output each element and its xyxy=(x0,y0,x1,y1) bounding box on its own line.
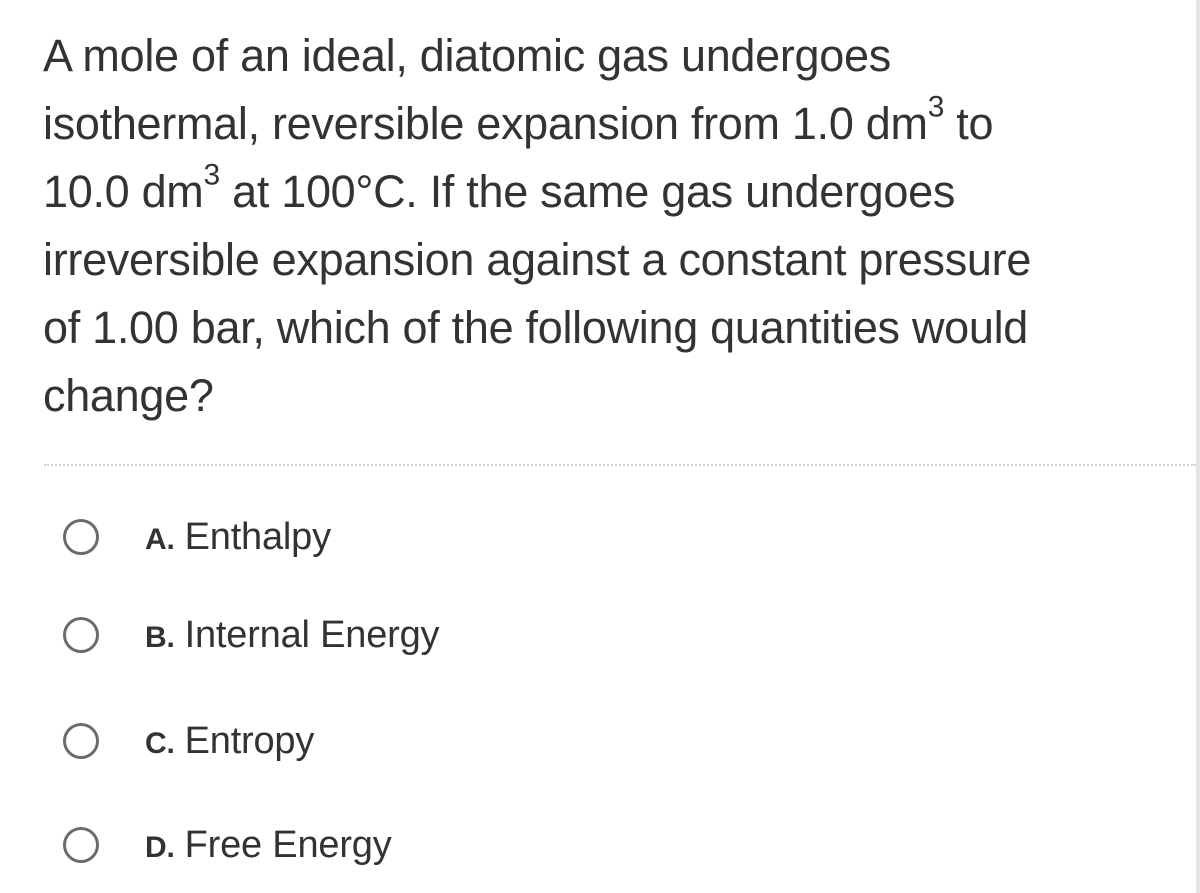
option-c[interactable] xyxy=(0,706,800,776)
radio-button-icon[interactable] xyxy=(63,827,99,863)
question-line: of 1.00 bar, which of the following quantities would xyxy=(43,302,1029,353)
question-text xyxy=(43,22,1173,430)
question-line: A mole of an ideal, diatomic gas undergoes xyxy=(43,30,891,81)
question-line: irreversible expansion against a constant pressure xyxy=(43,234,1032,285)
option-b[interactable] xyxy=(0,600,800,670)
option-d[interactable] xyxy=(0,810,800,880)
radio-button-icon[interactable] xyxy=(63,617,99,653)
radio-button-icon[interactable] xyxy=(63,519,99,555)
option-a[interactable] xyxy=(0,502,800,572)
question-line: change? xyxy=(43,370,214,421)
option-label: D. Free Energy xyxy=(145,823,392,866)
option-label: C. Entropy xyxy=(145,719,315,762)
question-line: 10.0 $dm^3$ at 100°C. If the same gas undergoes xyxy=(43,158,956,217)
option-label: A. Enthalpy xyxy=(145,515,331,558)
divider xyxy=(44,464,1196,466)
question-line: isothermal, reversible expansion from 1.0 $dm^3$ to xyxy=(43,90,994,149)
option-label: B. Internal Energy xyxy=(145,613,440,656)
radio-button-icon[interactable] xyxy=(63,723,99,759)
